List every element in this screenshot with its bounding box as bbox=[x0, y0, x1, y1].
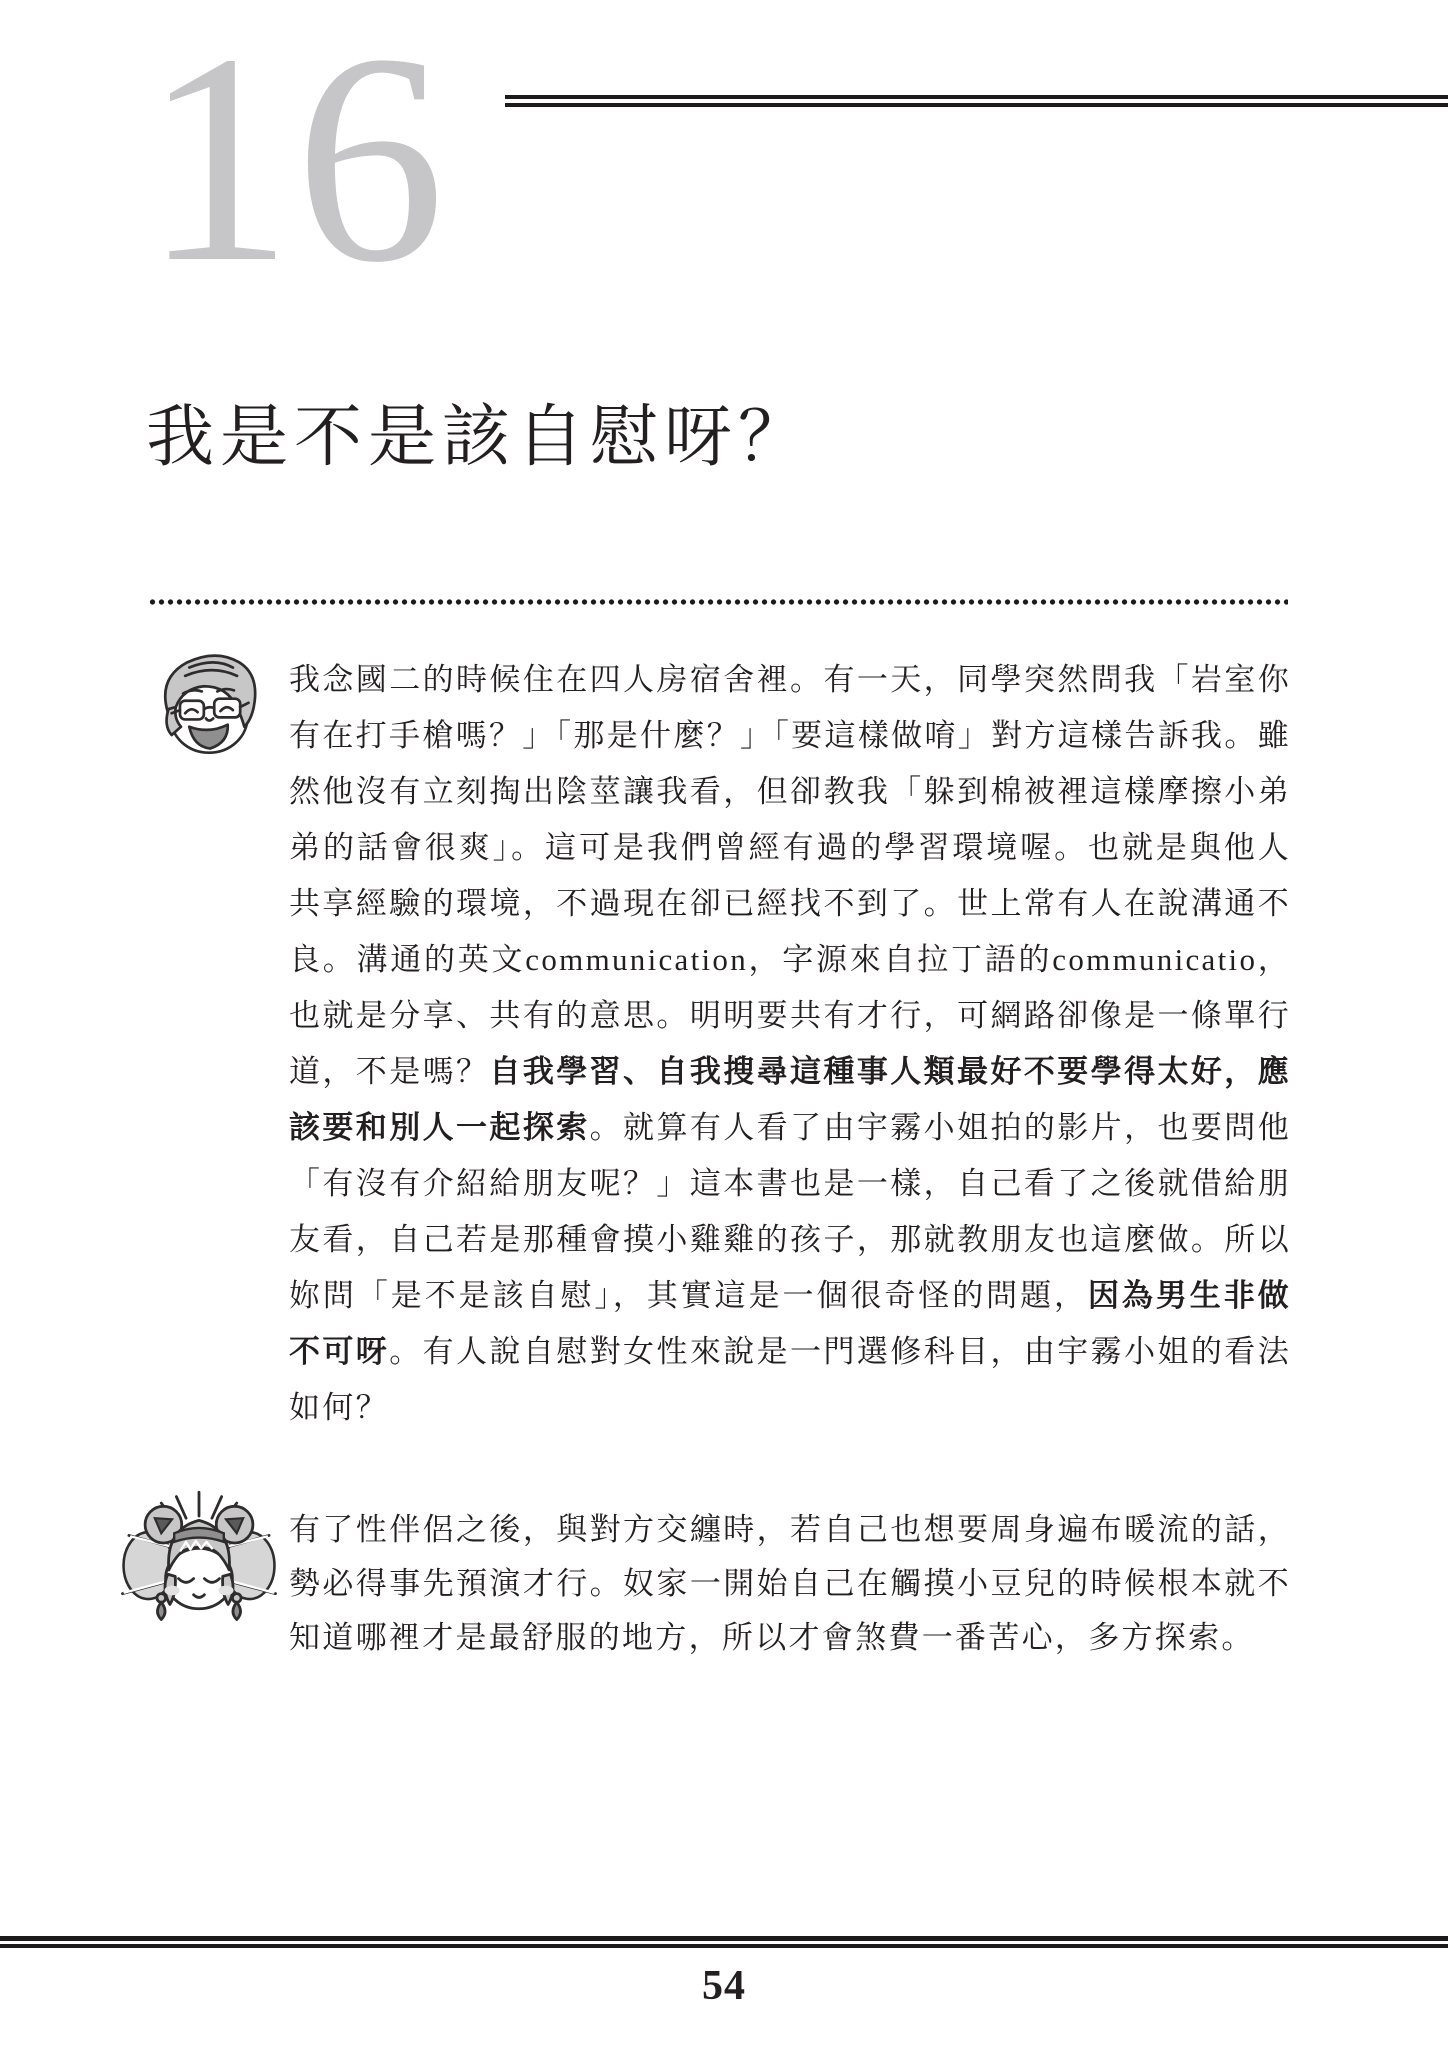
body-text: 有了性伴侶之後，與對方交纏時，若自己也想要周身遍布暖流的話，勢必得事先預演才行。奴家一開始自己在觸摸小豆兒的時候根本就不知道哪裡才是最舒服的地方，所以才會煞費一番苦心，多方探索。 bbox=[289, 1512, 1291, 1655]
body-text: 。就算有人看了由宇霧小姐拍的影片，也要問他「有沒有介紹給朋友呢？」這本書也是一樣，自己看了之後就借給朋友看，自己若是那種會摸小雞雞的孩子，那就教朋友也這麼做。所以妳問「是不是該自慰」，其實這是一個很奇怪的問題， bbox=[289, 1110, 1291, 1313]
body-text: 我念國二的時候住在四人房宿舍裡。有一天，同學突然問我「岩室你有在打手槍嗎？」「那是什麼？」「要這樣做唷」對方這樣告訴我。雖然他沒有立刻掏出陰莖讓我看，但卻教我「躲到棉被裡這樣摩擦小弟弟的話會很爽」。這可是我們曾經有過的學習環境喔。也就是與他人共享經驗的環境，不過現在卻已經找不到了。世上常有人在說溝通不良。溝通的英文communication，字源來自拉丁語的communicatio，也就是分享、共有的意思。明明要共有才行，可網路卻像是一條單行道，不是嗎？ bbox=[289, 662, 1291, 1089]
bold-emphasis-text: 自我學習、自我搜尋這種事人類最好不要學得太好，應該要和別人一起探索 bbox=[289, 1054, 1291, 1145]
body-text: 。有人說自慰對女性來說是一門選修科目，由宇霧小姐的看法如何？ bbox=[289, 1334, 1291, 1425]
chapter-title: 我是不是該自慰呀？ bbox=[146, 399, 813, 475]
question-paragraph bbox=[289, 652, 1291, 1436]
bottom-double-rule bbox=[0, 1936, 1448, 1948]
answer-paragraph bbox=[289, 1503, 1291, 1665]
bold-emphasis-text: 因為男生非做不可呀 bbox=[289, 1278, 1291, 1369]
man-avatar-icon bbox=[154, 648, 262, 766]
girl-avatar-icon bbox=[116, 1488, 282, 1626]
dotted-divider bbox=[148, 597, 1288, 607]
chapter-number: 16 bbox=[143, 0, 447, 324]
page-number: 54 bbox=[702, 1963, 746, 2009]
top-double-rule bbox=[505, 95, 1448, 107]
